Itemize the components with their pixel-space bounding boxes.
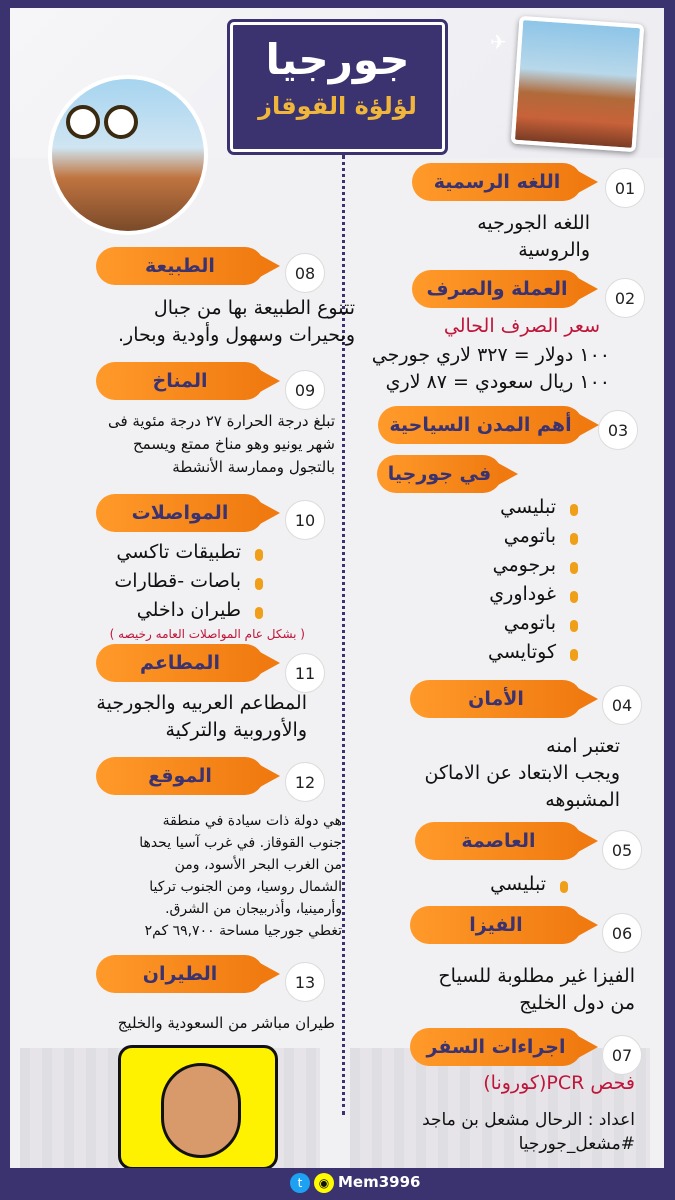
- section-number: 13: [285, 962, 325, 1002]
- section-heading-location: الموقع: [96, 757, 264, 795]
- clock-face-icon: [104, 105, 138, 139]
- transport-note: ( بشكل عام المواصلات العامه رخيصه ): [109, 627, 305, 641]
- section-number: 11: [285, 653, 325, 693]
- section-heading-currency: العملة والصرف: [412, 270, 582, 308]
- section-body-climate: تبلغ درجة الحرارة ٢٧ درجة مئوية فى شهر يونيو وهو مناخ ممتع ويسمح بالتجول وممارسة الأنشطة: [107, 412, 335, 476]
- section-heading-visa: الفيزا: [410, 906, 582, 944]
- avatar: [161, 1063, 241, 1158]
- clock-face-icon: [66, 105, 100, 139]
- section-number: 06: [602, 913, 642, 953]
- capital-list: [410, 870, 560, 899]
- social-handle: Mem3996: [338, 1173, 421, 1191]
- section-number: 05: [602, 830, 642, 870]
- section-number: 07: [602, 1035, 642, 1075]
- section-heading-cities: أهم المدن السياحية: [378, 406, 583, 444]
- section-body-language: اللغه الجورجيه والروسية: [477, 212, 590, 261]
- clock-photo: [48, 75, 208, 235]
- section-number: 01: [605, 168, 645, 208]
- exchange-rate-label: سعر الصرف الحالي: [443, 315, 600, 337]
- page-title: جورجيا: [265, 35, 410, 84]
- transport-list: [35, 538, 255, 625]
- section-body-safety: تعتبر امنه ويجب الابتعاد عن الاماكن المشبوهه: [424, 735, 620, 811]
- list-item: تبليسي: [370, 493, 570, 522]
- section-body-flights: طيران مباشر من السعودية والخليج: [117, 1014, 335, 1032]
- cities-list: [370, 493, 570, 667]
- section-heading-capital: العاصمة: [415, 822, 582, 860]
- list-item: باصات -قطارات: [35, 567, 255, 596]
- credits: اعداد : الرحال مشعل بن ماجد #مشعل_جورجيا: [422, 1110, 635, 1154]
- twitter-icon: t: [290, 1173, 310, 1193]
- section-body-currency: ١٠٠ دولار = ٣٢٧ لاري جورجي ١٠٠ ريال سعودي = ٨٧ لاري: [371, 344, 610, 393]
- section-body-visa: الفيزا غير مطلوبة للسياح من دول الخليج: [438, 965, 635, 1014]
- list-item: برجومي: [370, 551, 570, 580]
- section-heading-nature: الطبيعة: [96, 247, 264, 285]
- list-item: باتومي: [370, 522, 570, 551]
- list-item: تطبيقات تاكسي: [35, 538, 255, 567]
- list-item: كوتايسي: [370, 638, 570, 667]
- section-heading-climate: المناخ: [96, 362, 264, 400]
- airplane-icon: ✈: [490, 30, 507, 54]
- section-number: 09: [285, 370, 325, 410]
- section-body-nature: تتنوع الطبيعة بها من جبال وبحيرات وسهول وأودية وبحار.: [118, 297, 355, 346]
- section-heading-flights: الطيران: [96, 955, 264, 993]
- page-subtitle: لؤلؤة القوقاز: [258, 92, 417, 120]
- section-number: 12: [285, 762, 325, 802]
- section-number: 04: [602, 685, 642, 725]
- pcr-requirement: فحص PCR(كورونا): [483, 1072, 635, 1094]
- list-item: غوداوري: [370, 580, 570, 609]
- tbilisi-photo: [511, 16, 645, 152]
- footer-bar: [10, 1168, 664, 1200]
- section-number: 10: [285, 500, 325, 540]
- list-item: باتومي: [370, 609, 570, 638]
- title-box: [230, 22, 445, 152]
- section-body-location: هي دولة ذات سيادة في منطقة جنوب القوقاز. في غرب آسيا يحدها من الغرب البحر الأسود، ومن الشمال روسيا، ومن الجنوب تركيا وأرمينيا، وأذربيجان من الشرق. تغطي جورجيا مساحة ٦٩,٧٠٠ كم٢: [139, 813, 342, 939]
- section-heading-language: اللغه الرسمية: [412, 163, 582, 201]
- section-heading-restaurants: المطاعم: [96, 644, 264, 682]
- section-body-restaurants: المطاعم العربيه والجورجية والأوروبية والتركية: [96, 692, 307, 741]
- section-heading-transport: المواصلات: [96, 494, 264, 532]
- section-number: 03: [598, 410, 638, 450]
- list-item: تبليسي: [410, 870, 560, 899]
- snapcode-image: [118, 1045, 278, 1170]
- list-item: طيران داخلي: [35, 596, 255, 625]
- snapchat-icon: ◉: [314, 1173, 334, 1193]
- section-heading-safety: الأمان: [410, 680, 582, 718]
- section-number: 02: [605, 278, 645, 318]
- section-heading-travel-procedures: اجراءات السفر: [410, 1028, 582, 1066]
- section-number: 08: [285, 253, 325, 293]
- section-subheading-cities: في جورجيا: [377, 455, 502, 493]
